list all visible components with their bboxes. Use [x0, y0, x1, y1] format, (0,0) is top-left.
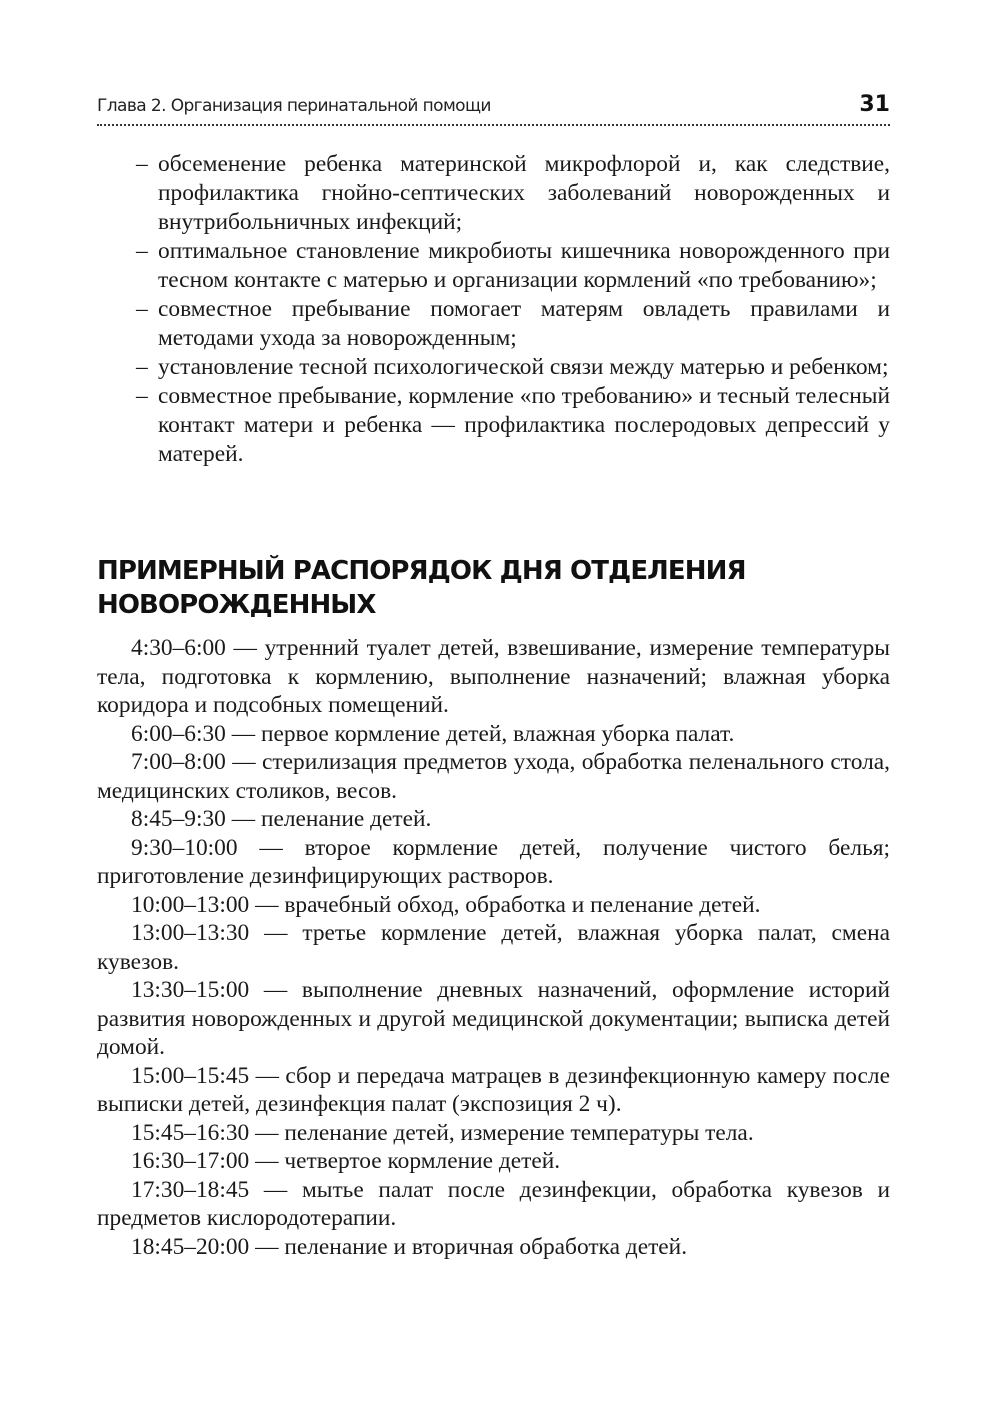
list-dash: – — [136, 383, 148, 409]
schedule-entry: 7:00–8:00 — стерилизация предметов ухода, обработка пеленального стола, медицинских столиков, весов. — [97, 749, 890, 804]
list-item — [97, 353, 890, 382]
schedule-entry: 17:30–18:45 — мытье палат после дезинфекции, обработка кувезов и предметов кислородотерапии. — [97, 1176, 890, 1231]
schedule-entry: 13:30–15:00 — выполнение дневных назначений, оформление историй развития новорожденных и другой медицинской документации; выписка детей домой. — [97, 977, 890, 1060]
list-dash: – — [136, 296, 148, 322]
schedule-entry: 15:45–16:30 — пеленание детей, измерение температуры тела. — [131, 1119, 754, 1146]
list-item — [97, 150, 890, 237]
schedule-entry: 10:00–13:00 — врачебный обход, обработка и пеленание детей. — [131, 891, 761, 918]
schedule-entry: 16:30–17:00 — четвертое кормление детей. — [131, 1148, 561, 1174]
list-item — [97, 295, 890, 353]
list-item — [97, 382, 890, 469]
schedule-entry: 15:00–15:45 — сбор и передача матрацев в дезинфекционную камеру после выписки детей, дезинфекция палат (экспозиция 2 ч). — [97, 1062, 890, 1117]
list-item-text: обсеменение ребенка материнской микрофлорой и, как следствие, профилактика гнойно-септических заболеваний новорожденных и внутрибольничных инфекций; — [158, 151, 890, 235]
list-item-text: установление тесной психологической связи между матерью и ребенком; — [158, 354, 889, 380]
chapter-title: Глава 2. Организация перинатальной помощи — [97, 96, 491, 116]
list-item-text: совместное пребывание, кормление «по требованию» и тесный телесный контакт матери и ребенка — профилактика послеродовых депрессий у матерей. — [158, 383, 890, 467]
benefits-list — [97, 150, 890, 469]
running-header — [97, 94, 890, 126]
schedule-entry: 6:00–6:30 — первое кормление детей, влажная уборка палат. — [131, 720, 735, 747]
schedule-entry: 8:45–9:30 — пеленание детей. — [131, 806, 432, 832]
list-item — [97, 237, 890, 295]
list-item-text: совместное пребывание помогает матерям овладеть правилами и методами ухода за новорожденным; — [158, 296, 890, 351]
page-number: 31 — [859, 92, 890, 117]
schedule-entry: 13:00–13:30 — третье кормление детей, влажная уборка палат, смена кувезов. — [97, 920, 890, 975]
list-dash: – — [136, 354, 148, 380]
schedule-entry: 9:30–10:00 — второе кормление детей, получение чистого белья; приготовление дезинфицирующих растворов. — [97, 834, 890, 889]
list-dash: – — [136, 238, 148, 264]
schedule-entry: 4:30–6:00 — утренний туалет детей, взвешивание, измерение температуры тела, подготовка к кормлению, выполнение назначений; влажная уборка коридора и подсобных помещений. — [97, 635, 890, 718]
section-heading: ПРИМЕРНЫЙ РАСПОРЯДОК ДНЯ ОТДЕЛЕНИЯ НОВОРОЖДЕННЫХ — [97, 556, 746, 620]
list-dash: – — [136, 151, 148, 177]
schedule-entry: 18:45–20:00 — пеленание и вторичная обработка детей. — [131, 1233, 688, 1260]
daily-schedule — [97, 634, 890, 1261]
list-item-text: оптимальное становление микробиоты кишечника новорожденного при тесном контакте с матерью и организации кормлений «по требованию»; — [158, 238, 890, 293]
